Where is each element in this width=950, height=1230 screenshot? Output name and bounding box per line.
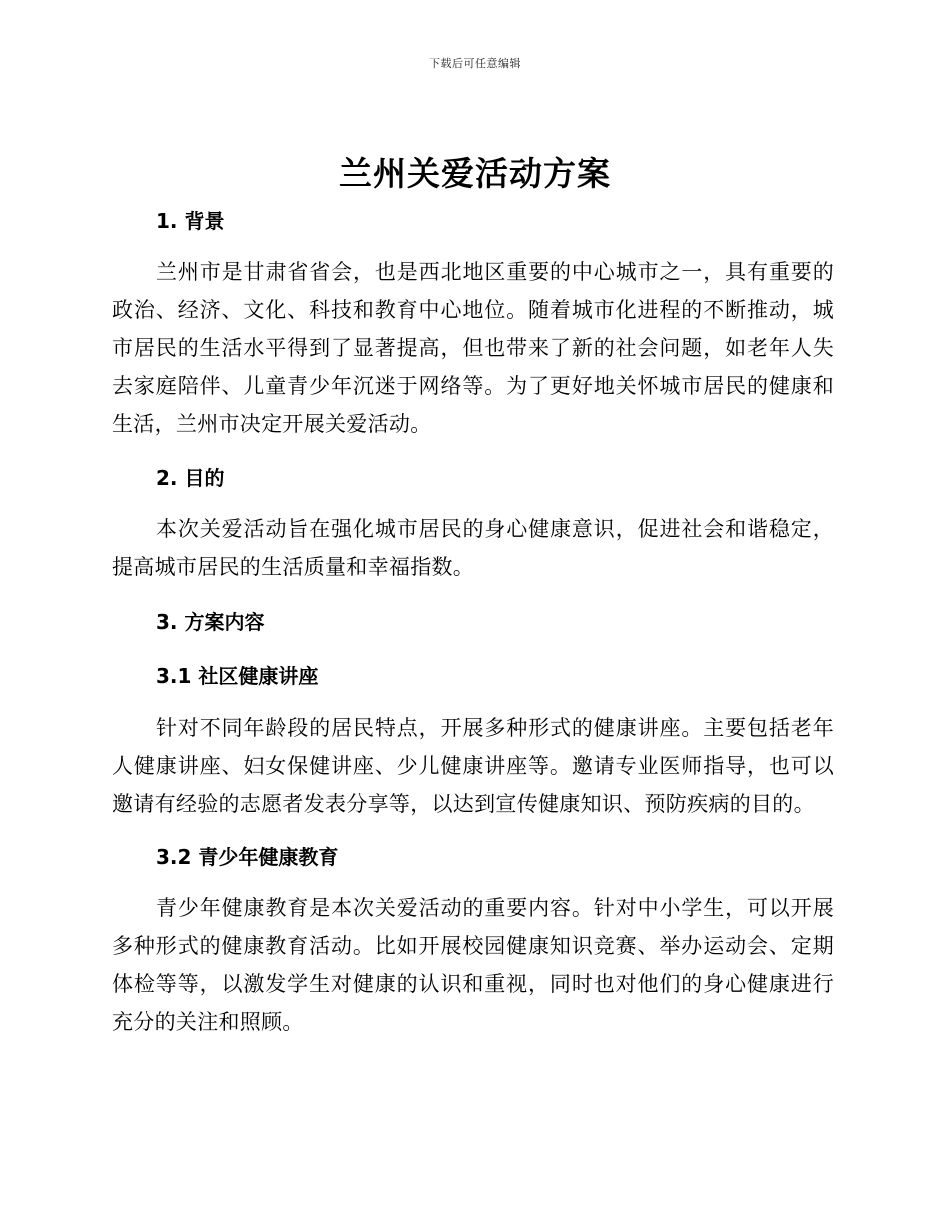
section-paragraph-purpose: 本次关爱活动旨在强化城市居民的身心健康意识，促进社会和谐稳定，提高城市居民的生活质量和幸福指数。 — [112, 517, 834, 579]
section-heading-plan-content: 3. 方案内容 — [156, 610, 265, 634]
document-body — [112, 205, 834, 1041]
document-title: 兰州关爱活动方案 — [339, 154, 611, 193]
section-heading-community-health-lecture: 3.1 社区健康讲座 — [156, 664, 319, 688]
section-paragraph-background: 兰州市是甘肃省省会，也是西北地区重要的中心城市之一，具有重要的政治、经济、文化、科技和教育中心地位。随着城市化进程的不断推动，城市居民的生活水平得到了显著提高，但也带来了新的社会问题，如老年人失去家庭陪伴、儿童青少年沉迷于网络等。为了更好地关怀城市居民的健康和生活，兰州市决定开展关爱活动。 — [112, 260, 834, 436]
section-paragraph-community-health-lecture: 针对不同年龄段的居民特点，开展多种形式的健康讲座。主要包括老年人健康讲座、妇女保健讲座、少儿健康讲座等。邀请专业医师指导，也可以邀请有经验的志愿者发表分享等，以达到宣传健康知识、预防疾病的目的。 — [112, 716, 834, 816]
section-heading-youth-health-education: 3.2 青少年健康教育 — [156, 845, 339, 869]
header-note: 下载后可任意编辑 — [429, 57, 521, 70]
section-heading-purpose: 2. 目的 — [156, 466, 225, 490]
section-heading-background: 1. 背景 — [156, 209, 225, 233]
section-paragraph-youth-health-education: 青少年健康教育是本次关爱活动的重要内容。针对中小学生，可以开展多种形式的健康教育活动。比如开展校园健康知识竞赛、举办运动会、定期体检等等，以激发学生对健康的认识和重视，同时也对他们的身心健康进行充分的关注和照顾。 — [112, 896, 834, 1034]
